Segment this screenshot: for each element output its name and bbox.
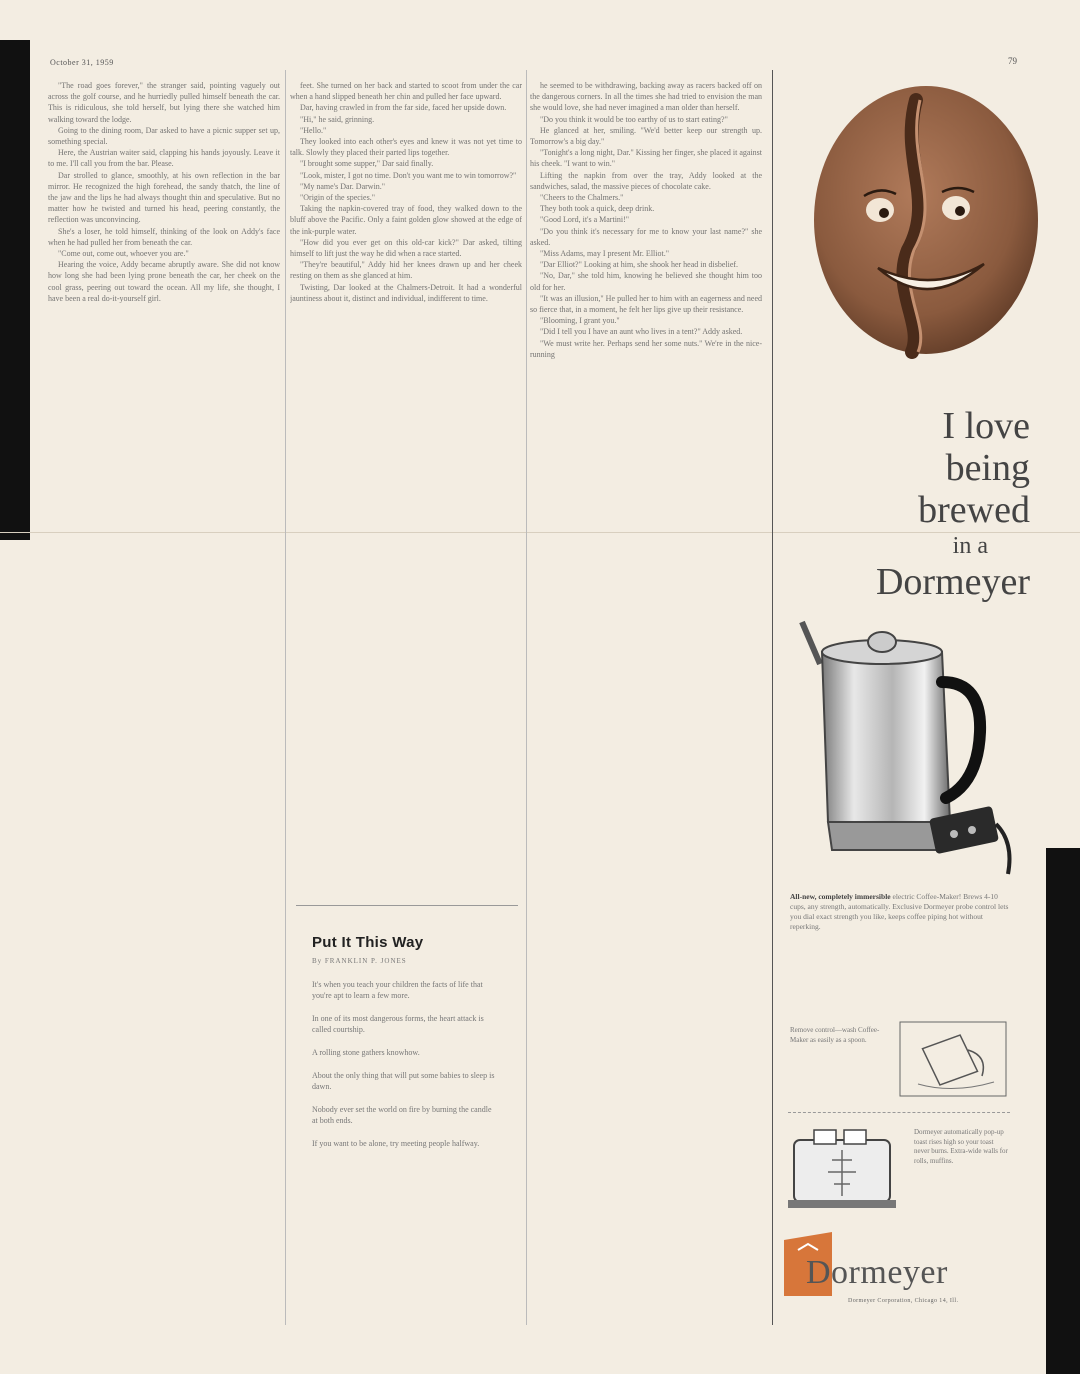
story-paragraph: He glanced at her, smiling. "We'd better keep our strength up. Tomorrow's a big day." [530,125,762,147]
story-paragraph: Dar, having crawled in from the far side, faced her upside down. [300,103,507,113]
story-paragraph: feet. She turned on her back and started to scoot from under the car when a hand slipped beneath her chin and pulled her face upward. [290,81,522,102]
bean-pupil-left [879,208,889,218]
ad-headline [780,405,1030,603]
toaster-icon [784,1120,904,1215]
folio-date: October 31, 1959 [50,58,114,67]
power-cord [996,824,1010,874]
story-paragraph: "I brought some supper," Dar said finally. [300,159,434,169]
scan-shadow-right [1046,848,1080,1374]
toast-slice [844,1130,866,1144]
dormeyer-logo [782,1232,1022,1312]
ad-feature-washable [790,1020,1010,1100]
bean-pupil-right [955,206,965,216]
story-paragraph: "Origin of the species." [300,193,375,203]
story-paragraph: "My name's Dar. Darwin." [300,181,386,191]
story-paragraph: Going to the dining room, Dar asked to have a picnic supper set up, something special. [48,125,280,147]
corporate-line: Dormeyer Corporation, Chicago 14, Ill. [848,1298,959,1304]
ad-headline-line: being [945,447,1030,489]
story-paragraph: "Good Lord, it's a Martini!" [540,215,630,225]
probe-dial [950,830,958,838]
ad-copy-body: electric Coffee-Maker! Brews 4-10 cups, any strength, automatically. Exclusive Dormeyer probe control lets you dial exact strength you like, keeps coffee piping hot without reperking. [790,892,1009,931]
folio-page-number: 79 [1008,56,1017,66]
story-column-2 [290,80,522,888]
percolator-illustration [782,612,1022,882]
story-paragraph: "We must write her. Perhaps send her some nuts." We're in the nice-running [530,338,762,359]
ad-dashed-divider [788,1112,1010,1113]
toaster-base [788,1200,896,1208]
filler-item: A rolling stone gathers knowhow. [312,1048,420,1057]
story-paragraph: "How did you ever get on this old-car kick?" Dar asked, tilting himself to lift just the way he did when a race started. [290,237,522,259]
story-paragraph: "Hi," he said, grinning. [300,114,375,124]
story-paragraph: Lifting the napkin from over the tray, Addy looked at the sandwiches, salad, the massive pieces of chocolate cake. [530,170,762,191]
filler-item: It's when you teach your children the facts of life that you're apt to learn a few more. [312,980,483,1000]
story-paragraph: "Tonight's a long night, Dar." Kissing her finger, she placed it against his cheek. "I want to win." [530,148,762,169]
bean-body [814,86,1038,354]
ad-feature-text: Remove control—wash Coffee-Maker as easily as a spoon. [790,1026,880,1044]
coffee-bean-illustration [808,80,1044,360]
filler-item: In one of its most dangerous forms, the heart attack is called courtship. [312,1014,484,1034]
story-paragraph: "Hello." [300,125,327,135]
story-paragraph: "Look, mister, I got no time. Don't you want me to win tomorrow?" [300,170,517,180]
story-paragraph: They looked into each other's eyes and knew it was not yet time to talk. Slowly they placed their parted lips together. [290,137,522,158]
toast-slice [814,1130,836,1144]
ad-headline-line: brewed [918,489,1030,531]
ad-headline-line: I love [942,405,1030,447]
scan-shadow-left [0,40,30,540]
story-paragraph: "Cheers to the Chalmers." [540,193,624,203]
story-paragraph: "Do you think it would be too earthy of us to start eating?" [540,114,728,124]
icon-frame [900,1022,1006,1096]
washing-coffeemaker-icon [898,1020,1008,1098]
column-rule [285,70,286,1325]
story-paragraph: She's a loser, he told himself, thinking of the look on Addy's face when he had pulled her from beneath the car. [48,226,280,247]
story-column-1 [48,80,280,1310]
ad-body-copy [790,892,1010,932]
story-paragraph: "The road goes forever," the stranger said, pointing vaguely out across the golf course, and he hurriedly pulled himself beneath the car. This is ridiculous, she told herself, but lying there she watched him walking toward the lodge. [48,81,280,124]
percolator-knob [868,632,896,652]
ad-copy-lead: All-new, completely immersible [790,892,891,901]
filler-box [296,905,518,1326]
story-paragraph: Twisting, Dar looked at the Chalmers-Detroit. It had a wonderful jauntiness about it, distinct and individual, indifferent to time. [290,282,522,303]
filler-item: Nobody ever set the world on fire by burning the candle at both ends. [312,1105,492,1125]
filler-item: About the only thing that will put some babies to sleep is dawn. [312,1071,495,1091]
story-paragraph: They both took a quick, deep drink. [540,204,655,214]
story-paragraph: "Did I tell you I have an aunt who lives in a tent?" Addy asked. [540,327,743,337]
icon-pot [922,1034,977,1087]
percolator-spout [802,622,820,664]
filler-item: If you want to be alone, try meeting people halfway. [312,1139,480,1148]
story-paragraph: he seemed to be withdrawing, backing away as racers backed off on the dangerous corners. In all the times she had tried to envision the man she would love, she had never imagined a man older than herself. [530,81,762,113]
column-rule [526,70,527,1325]
story-paragraph: Here, the Austrian waiter said, clapping his hands joyously. Leave it to me. I'll call you from the bar. Please. [48,148,280,169]
logo-wordmark: Dormeyer [806,1254,948,1291]
filler-body [312,979,498,1149]
icon-water [918,1082,994,1089]
percolator-body [822,652,950,822]
story-paragraph: "It was an illusion," He pulled her to him with an eagerness and need so fierce that, in a moment, he felt her lips give up their resistance. [530,293,762,315]
story-paragraph: "Do you think it's necessary for me to know your last name?" she asked. [530,226,762,247]
ad-feature-toaster [784,1120,1014,1220]
ad-headline-line: Dormeyer [875,561,1030,603]
ad-headline-line: in a [952,533,988,559]
story-paragraph: "Come out, come out, whoever you are." [58,249,189,259]
filler-byline: By FRANKLIN P. JONES [312,957,407,965]
story-paragraph: "No, Dar," she told him, knowing he believed she thought him too old for her. [530,271,762,292]
story-paragraph: "Blooming, I grant you." [540,316,620,326]
story-paragraph: Dar strolled to glance, smoothly, at his own reflection in the bar mirror. He recognized the high forehead, the sandy thatch, the line of the jaw and the lips he had always thought thin and speculative. But no matter how he twisted and turned his head, peering constantly, the reflection was unconvincing. [48,170,280,225]
probe-dial [968,826,976,834]
ad-feature-text: Dormeyer automatically pop-up toast rises high so your toast never burns. Extra-wide walls for rolls, muffins. [914,1128,1008,1165]
story-paragraph: "Miss Adams, may I present Mr. Elliot." [540,249,669,259]
story-paragraph: "Dar Elliot?" Looking at him, she shook her head in disbelief. [540,260,739,270]
story-column-3 [530,80,762,1310]
story-paragraph: Taking the napkin-covered tray of food, they walked down to the bluff above the Pacific. Only a faint golden glow showed at the edge of the ink-purple water. [290,204,522,236]
story-paragraph: Hearing the voice, Addy became abruptly aware. She did not know how long she had been lying prone beneath the car, her cheek on the cool grass, peering out toward the ocean. All my life, she thought, I have been a real do-it-yourself girl. [48,260,280,303]
story-paragraph: "They're beautiful," Addy hid her knees drawn up and her cheek resting on them as she glanced at him. [290,260,522,281]
filler-title: Put It This Way [312,934,424,951]
ad-divider [772,70,773,1325]
